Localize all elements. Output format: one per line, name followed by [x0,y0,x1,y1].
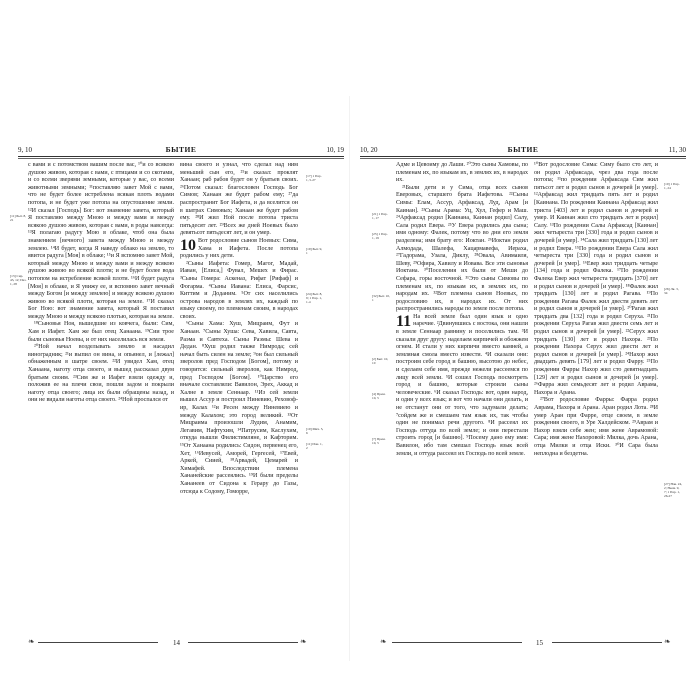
gutter-shadow [349,96,350,661]
footer-rule-right [552,642,662,643]
header-rule [360,156,686,157]
margin-note: [7] Прем. 10, 5 [372,437,386,445]
margin-note: [26] Лк. 3, 34 [664,287,679,295]
ornament-icon: ❧ [380,637,387,646]
header-chapter-range-end: 11, 30 [668,146,686,154]
margin-note: [2] Быт. 10, 10 [372,357,389,365]
footer-rule-left [38,642,158,643]
header-chapter-range-end: 10, 19 [326,146,344,154]
header-book-title: БЫТИЕ [507,145,539,154]
page-number: 15 [536,639,543,647]
header-chapter-range: 9, 10 [18,146,32,154]
page-footer [18,637,344,649]
footer-rule-right [188,642,298,643]
text-column-1 [396,162,528,458]
paragraph: ²⁰Ной начал возделывать землю и насадил виноградник; ²¹и выпил он вина, и опьянел, и [лежал] обнаженным в шатре своем. ²²И увидел Хам, отец Ханаана, наготу отца своего, и вышед рассказал двум братьям своим. ²³Сим же и Иафет взяли одежду и, положив ее на плечи свои, пошли задом и покрыли наготу отца своего; лица их были обращены назад, и они не видали наготы отца своего. ²⁴Ной проспался от [28,344,174,404]
paragraph: ²⁷Вот родословие Фарры: Фарра родил Аврама, Нахора и Арана. Аран родил Лота. ²⁸И умер Аран при Фарре, отце своем, в земле рождения своего, в Уре Халдейском. ²⁹Аврам и Нахор взяли себе жен; имя жене Аврамовой: Сара; имя жене Нахоровой: Милка, дочь Арана, отца Милки и отца Иски. ³⁰И Сара была неплодна и бездетна. [534,397,658,457]
paragraph: ¹⁰Вот родословие Сима: Симу было сто лет, и он родил Арфаксада, чрез два года после потопа; ¹¹по рождении Арфаксада Сим жил пятьсот лет и родил сынов и дочерей [и умер]. ¹²Арфаксад жил тридцать пять лет и родил [Каинана. По рождении Каинана Арфаксад жил триста [403] лет и родил сынов и дочерей и умер. И Каинан жил сто тридцать лет и родил] Салу. ¹³По рождении Салы Арфаксад [Каинан] жил четыреста три [330] года и родил сынов и дочерей [и умер]. ¹⁴Сала жил тридцать [130] лет и родил Евера. ¹⁵По рождении Евера Сала жил четыреста три [330] года и родил сынов и дочерей [и умер]. ¹⁶Евер жил тридцать четыре [134] года и родил Фалека. ¹⁷По рождении Фалека Евер жил четыреста тридцать [370] лет и родил сынов и дочерей [и умер]. ¹⁸Фалек жил тридцать [130] лет и родил Рагава. ¹⁹По рождении Рагава Фалек жил двести девять лет и родил сынов и дочерей [и умер]. ²⁰Рагав жил тридцать два [132] года и родил Серуха. ²¹По рождении Серуха Рагав жил двести семь лет и родил сынов и дочерей [и умер]. ²²Серух жил тридцать [130] лет и родил Нахора. ²³По рождении Нахора Серух жил двести лет и родил сынов и дочерей [и умер]. ²⁴Нахор жил двадцать девять [179] лет и родил Фарру. ²⁵По рождении Фарры Нахор жил сто девятнадцать [129] лет и родил сынов и дочерей [и умер]. ²⁶Фарра жил семьдесят лет и родил Аврама, Нахора и Арана. [534,162,658,396]
right-page [360,142,686,662]
paragraph: с вами и с потомством вашим после вас, ¹⁰и со всякою душою живою, которая с вами, с птицами и со скотами, и со всеми зверями земными, которые у вас, со всеми животными земными; ¹¹поставляю завет Мой с вами, что не будет более истреблена всякая плоть водами потопа, и не будет уже потопа на опустошение земли. ¹²И сказал [Господь] Бог: вот знамение завета, который Я поставляю между Мною и между вами и между всякою душою живою, которая с вами, в роды навсегда: ¹³Я полагаю радугу Мою в облаке, чтоб она была знамением [вечного] завета между Мною и между землею. ¹⁴И будет, когда Я наведу облако на землю, то явится радуга [Моя] в облаке; ¹⁵и Я вспомню завет Мой, который между Мною и между вами и между всякою душою живою во всякой плоти; и не будет более вода потопом на истребление всякой плоти. ¹⁶И будет радуга [Моя] в облаке, и Я увижу ее, и вспомню завет вечный между Богом [и между землею] и между всякою душою живою во всякой плоти, которая на земле. ¹⁷И сказал Бог Ною: вот знамение завета, который Я поставил между Мною и между всякою плотью, которая на земле. [28,162,174,320]
ornament-icon: ❧ [300,637,307,646]
margin-note: [25] 1 Пар. 1, 19 [372,232,388,240]
margin-note: [21] 1 Пар. 1, 17 [372,212,388,220]
margin-note: [11] Ион. 1, 2 [306,442,323,450]
paragraph: ²Сыны Иафета: Гомер, Магог, Мадай, Иаван, [Елиса,] Фувал, Мешех и Фирас. ³Сыны Гомера: Аскеназ, Рифат [Рифаф] и Фогарма. ⁴Сыны Иавана: Елиса, Фарсис, Киттим и Доданим. ⁵От сих населились острова народов в землях их, каждый по языку своему, по племенам своим, в народах своих. [180,260,298,320]
text-column-1 [28,162,174,405]
left-page [10,142,344,662]
text-column-2 [180,162,298,496]
header-book-title: БЫТИЕ [165,145,197,154]
chapter-paragraph [396,314,528,458]
footer-rule-left [392,642,522,643]
paragraph: ⁶Сыны Хама: Хуш, Мицраим, Фут и Ханаан. ⁷Сыны Хуша: Сева, Хавила, Савта, Раэма и Савтеха. Сыны Раэмы: Шева и Дедан. ⁸Хуш родил также Нимрода; сей начал быть силен на земле; ⁹он был сильный зверолов пред Господом [Богом], потому и говорится: сильный зверолов, как Нимрод, пред Господом [Богом]. ¹⁰Царство его вначале составляли: Вавилон, Эрех, Аккад и Халне в земле Сеннаар. ¹¹Из сей земли вышел Ассур и построил Ниневию, Реховоф-ир, Калах ¹²и Ресен между Ниневиею и между Калахом; это город великий. ¹³От Мицраима произошли Лудим, Анамим, Легавим, Нафтухим, ¹⁴Патрусим, Каслухим, откуда вышли Филистимляне, и Кафторим. ¹⁵От Ханаана родились: Сидон, первенец его, Хет, ¹⁶Иевусей, Аморей, Гергесей, ¹⁷Евей, Аркей, Сиией, ¹⁸Арвадей, Цемарей и Химафей. Впоследствии племена Хананейские рассеялись. ¹⁹И были пределы Хананеев от Сидона к Герару до Газы, отсюда к Содому, Гоморре, [180,321,298,495]
margin-note: [10] Мих. 5, 6 [306,427,324,435]
chapter-number: 11 [396,312,412,330]
margin-note: [24] Быт. 8, 9; 1 Пар. 1, 1-4 [306,292,323,304]
margin-note: [11] Быт. 8, 21 [10,214,27,222]
margin-note: [4] Прем. 10, 5 [372,392,386,400]
header-chapter-range: 10, 20 [360,146,378,154]
margin-note: [19] Быт. 9, 1 [306,247,323,255]
margin-note: [17] 1 Пар. 1, 5-27 [306,174,322,182]
margin-note: [10] 1 Пар. 1, 24 [664,182,680,190]
ornament-icon: ❧ [28,637,35,646]
running-header [360,142,686,156]
header-rule [18,156,344,157]
header-rule-thin [360,158,686,159]
ornament-icon: ❧ [664,637,671,646]
margin-note: [27] Нав. 24, 2; Неем. 9, 7; 1 Пар. 1, 26-27 [664,482,682,498]
running-header [18,142,344,156]
paragraph: вина своего и узнал, что сделал над ним меньший сын его, ²⁵и сказал: проклят Ханаан; раб рабов будет он у братьев своих. ²⁶Потом сказал: благословен Господь Бог Симов; Ханаан же будет рабом ему; ²⁷да распространит Бог Иафета, и да вселится он в шатрах Симовых; Ханаан же будет рабом ему. ²⁸И жил Ной после потопа триста пятьдесят лет. ²⁹Всех же дней Ноевых было девятьсот пятьдесят лет, и он умер. [180,162,298,237]
paragraph: Адме и Цевоиму до Лаши. ²⁰Это сыны Хамовы, по племенам их, по языкам их, в землях их, в народах их. [396,162,528,184]
paragraph: ¹⁸Сыновья Ноя, вышедшие из ковчега, были: Сим, Хам и Иафет. Хам же был отец Ханаана. ¹⁹Сии трое были сыновья Ноевы, и от них населилась вся земля. [28,321,174,343]
page-footer [360,637,686,649]
header-rule-thin [18,158,344,159]
paragraph: ²¹Были дети и у Сима, отца всех сынов Еверовых, старшего брата Иафетова. ²²Сыны Симы: Елам, Ассур, Арфаксад, Луд, Арам [и Каинан]. ²³Сыны Арама: Уц, Хул, Гефер и Маш. ²⁴Арфаксад родил [Каинана, Каинан родил] Салу, Сала родил Евера. ²⁵У Евера родились два сына; имя одному: Фалек, потому что во дни его земля разделена; имя брату его: Иоктан. ²⁶Иоктан родил Алмодада, Шалефа, Хацармавефа, Иераха, ²⁷Гадорама, Узала, Диклу, ²⁸Овала, Авимаиля, Шеву, ²⁹Офира, Хавилу и Иовава. Все эти сыновья Иоктана. ³⁰Поселения их были от Меши до Сефара, горы восточной. ³¹Это сыны Симовы по племенам их, по языкам их, в землях их, по народам их. ³²Вот племена сынов Ноевых, по родословию их, в народах их. От них распространились народы по земле после потопа. [396,184,528,313]
text-column-2 [534,162,658,458]
margin-note: [13] Сир. 43, 12; Иез. 1, 28 [10,274,27,286]
chapter-paragraph [180,238,298,261]
paragraph-text: Вот родословие сынов Ноевых: Сима, Хама и Иафета. После потопа родились у них дети. [180,237,298,260]
margin-note: [32] Быт. 10, 1 [372,294,390,302]
chapter-number: 10 [180,236,196,254]
page-number: 14 [173,639,180,647]
paragraph-text: На всей земле был один язык и одно наречие. ²Двинувшись с востока, они нашли в земле Сеннаар равнину и поселились там. ³И сказали друг другу: наделаем кирпичей и обожжем огнем. И стали у них кирпичи вместо камней, а земляная смола вместо извести. ⁴И сказали они: построим себе город и башню, высотою до небес, и сделаем себе имя, прежде нежели рассеемся по лицу всей земли. ⁵И сошел Господь посмотреть город и башню, которые строили сыны человеческие. ⁶И сказал Господь: вот, один народ, и один у всех язык; и вот что начали они делать, и не отстанут они от того, что задумали делать; ⁷сойдем же и смешаем там язык их, так чтобы один не понимал речи другого. ⁸И рассеял их Господь оттуда по всей земле; и они перестали строить город [и башню]. ⁹Посему дано ему имя: Вавилон, ибо там смешал Господь язык всей земли, и оттуда рассеял их Господь по всей земле. [396,313,528,457]
